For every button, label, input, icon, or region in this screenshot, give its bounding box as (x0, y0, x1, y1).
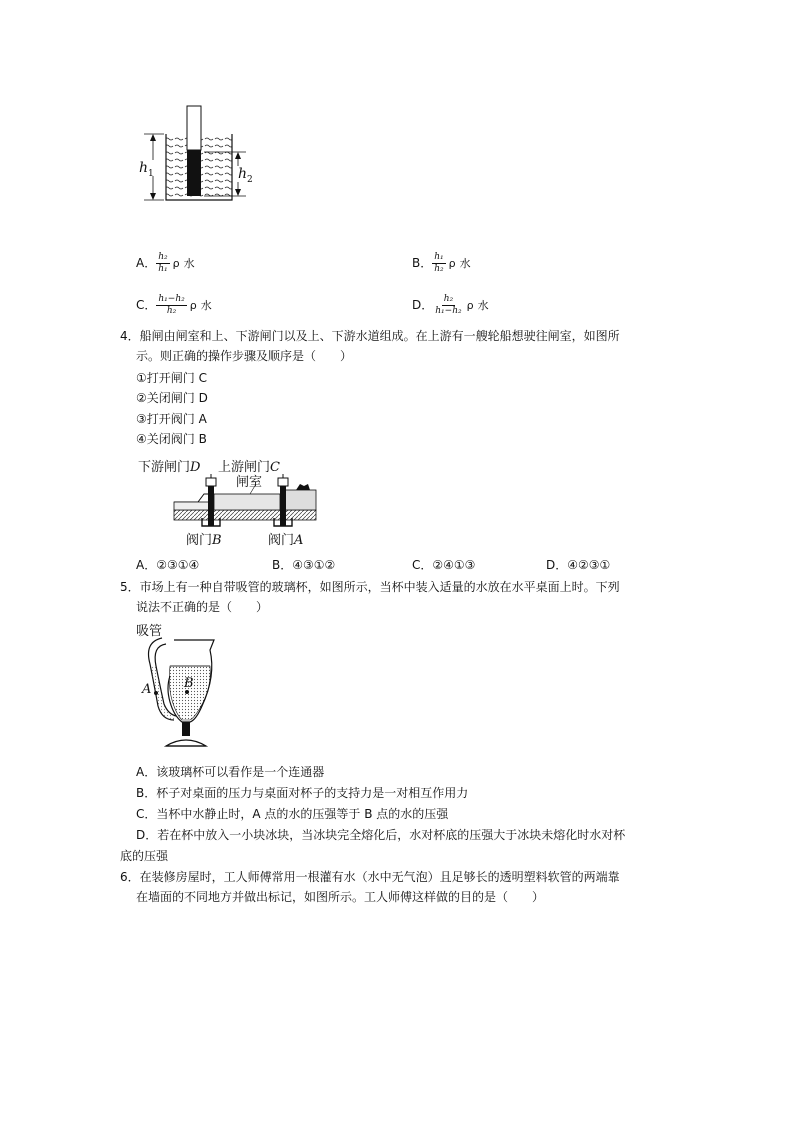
label-straw: 吸管 (136, 624, 163, 639)
q4-stem-line2: 示。则正确的操作步骤及顺序是（ ） (136, 349, 353, 363)
label-point-a: A (142, 682, 152, 697)
q3-tube-figure (134, 100, 264, 206)
label-downstream-gate: 下游闸门D (138, 460, 201, 475)
q3-option-c[interactable]: C． $\frac{\text{h₁−h₂}}{\text{h₂}}$ ρ 水 (136, 294, 212, 316)
q5-option-b[interactable]: B．杯子对桌面的压力与桌面对杯子的支持力是一对相互作用力 (136, 786, 469, 800)
q5-option-d-continued: 底的压强 (120, 849, 169, 863)
label-upstream-gate: 上游闸门C (218, 460, 280, 475)
q4-option-d[interactable]: D．④②③① (546, 558, 611, 572)
label-point-b: B (184, 676, 194, 691)
h2-label: $h_2$ (238, 166, 253, 185)
q5-stem-line1: 5．市场上有一种自带吸管的玻璃杯，如图所示，当杯中装入适量的水放在水平桌面上时。下列 (120, 580, 620, 594)
q3-option-b[interactable]: B． $\frac{\text{h₁}}{\text{h₂}}$ ρ 水 (412, 252, 471, 274)
label-lock-chamber: 闸室 (236, 475, 263, 490)
q3-option-d[interactable]: D． $\frac{\text{h₂}}{\text{h₁−h₂}}$ ρ 水 (412, 294, 489, 316)
q5-stem-line2: 说法不正确的是（ ） (136, 600, 269, 614)
q4-option-b[interactable]: B．④③①② (272, 558, 336, 572)
q4-step-1: ①打开闸门 C (136, 371, 207, 385)
q4-option-c[interactable]: C．②④①③ (412, 558, 476, 572)
q6-stem-line1: 6．在装修房屋时，工人师傅常用一根灌有水（水中无气泡）且足够长的透明塑料软管的两端靠 (120, 870, 620, 884)
q6-stem-line2: 在墙面的不同地方并做出标记，如图所示。工人师傅这样做的目的是（ ） (136, 890, 545, 904)
h1-label: $h_1$ (139, 160, 154, 179)
label-valve-b: 阀门B (186, 533, 222, 548)
q4-step-4: ④关闭阀门 B (136, 432, 207, 446)
q5-option-d[interactable]: D．若在杯中放入一小块冰块，当冰块完全熔化后，水对杯底的压强大于冰块未熔化时水对杯 (136, 828, 626, 842)
q4-step-3: ③打开阀门 A (136, 412, 207, 426)
q4-option-a[interactable]: A．②③①④ (136, 558, 200, 572)
q4-step-2: ②关闭闸门 D (136, 391, 208, 405)
q5-option-a[interactable]: A．该玻璃杯可以看作是一个连通器 (136, 765, 325, 779)
q5-option-c[interactable]: C．当杯中水静止时，A 点的水的压强等于 B 点的水的压强 (136, 807, 449, 821)
q3-option-a[interactable]: A． $\frac{\text{h₂}}{\text{h₁}}$ ρ 水 (136, 252, 195, 274)
label-valve-a: 阀门A (268, 533, 304, 548)
q4-stem-line1: 4．船闸由闸室和上、下游闸门以及上、下游水道组成。在上游有一艘轮船想驶往闸室，如图所 (120, 329, 620, 343)
